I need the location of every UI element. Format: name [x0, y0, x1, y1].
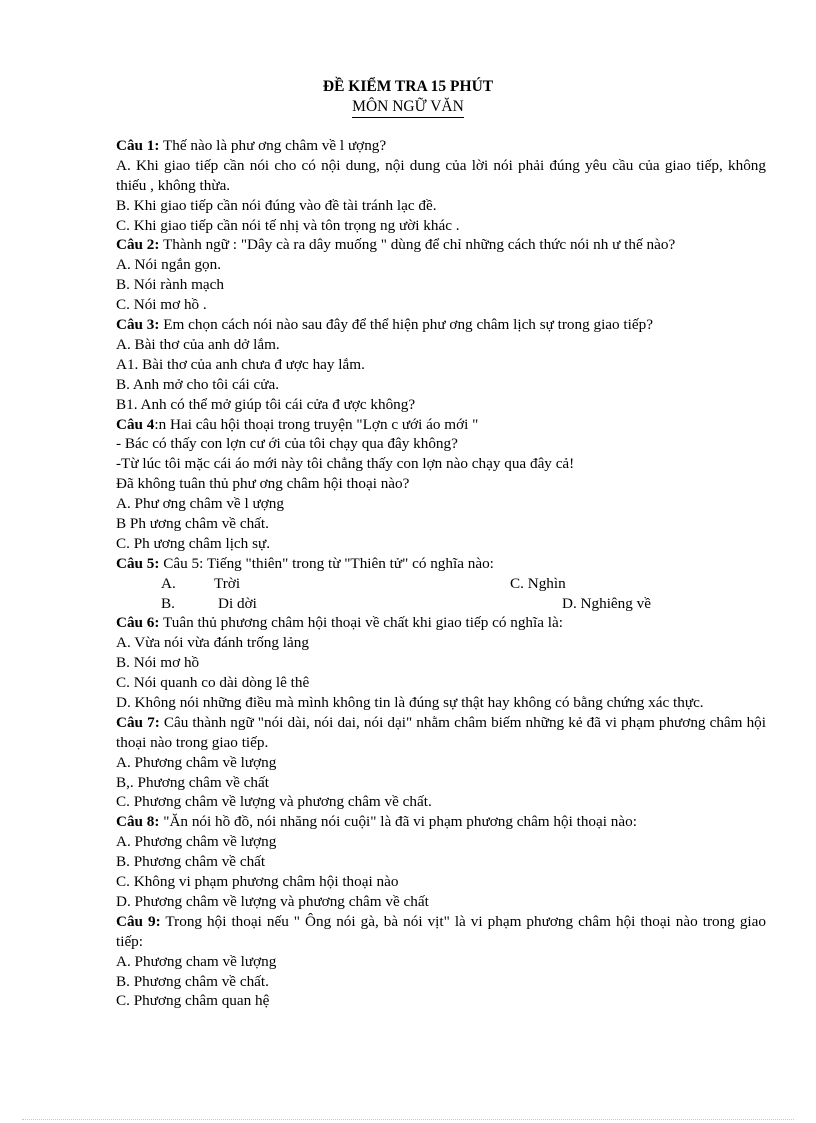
question-8: [116, 812, 766, 832]
question-1: [116, 136, 766, 156]
option-b: B. Khi giao tiếp cần nói đúng vào đề tài tránh lạc đề.: [116, 196, 437, 214]
option-c: C. Khi giao tiếp cần nói tế nhị và tôn trọng ng ười khác .: [116, 216, 460, 234]
option-b: B,. Phương châm về chất: [116, 773, 269, 791]
option-a: A. Phương cham về lượng: [116, 952, 277, 970]
page-title: ĐỀ KIỂM TRA 15 PHÚT: [322, 78, 494, 95]
option-a1: A1. Bài thơ của anh chưa đ ược hay lắm.: [116, 355, 365, 373]
question-label: Câu 8:: [116, 813, 160, 831]
option-a: A. Bài thơ của anh dở lắm.: [116, 335, 280, 353]
dialogue-line-1: - Bác có thấy con lợn cư ới của tôi chạy qua đây không?: [116, 435, 458, 453]
question-label: Câu 5:: [116, 554, 160, 572]
question-text: :n Hai câu hội thoại trong truyện "Lợn c ưới áo mới ": [154, 415, 479, 433]
option-c: C. Nghìn: [510, 574, 566, 592]
option-a-text: Trời: [214, 574, 241, 592]
question-text: Câu thành ngữ "nói dài, nói dai, nói dại" nhằm châm biếm những kẻ đã vi phạm phương châm hội thoại nào trong giao tiếp.: [116, 713, 766, 751]
option-a: A. Vừa nói vừa đánh trống lảng: [116, 634, 309, 652]
question-label: Câu 2:: [116, 236, 160, 254]
question-text: Em chọn cách nói nào sau đây để thể hiện phư ơng châm lịch sự trong giao tiếp?: [159, 316, 653, 334]
option-c: C. Ph ương châm lịch sự.: [116, 534, 271, 552]
option-b: B. Phương châm về chất: [116, 853, 266, 871]
question-2: [116, 235, 766, 255]
option-b-letter: B.: [161, 594, 175, 612]
option-b: B Ph ương châm về chất.: [116, 514, 269, 532]
question-label: Câu 7:: [116, 713, 160, 731]
option-a: A. Phương châm về lượng: [116, 833, 277, 851]
question-4: [116, 415, 766, 435]
question-3: [116, 315, 766, 335]
option-b: B. Anh mở cho tôi cái cửa.: [116, 375, 280, 393]
question-text: Câu 5: Tiếng "thiên" trong từ "Thiên tử" có nghĩa nào:: [159, 554, 494, 572]
question-text: Thành ngữ : "Dây cà ra dây muống " dùng để chỉ những cách thức nói nh ư thế nào?: [159, 236, 676, 254]
exam-body: [116, 136, 766, 1011]
option-a: A. Khi giao tiếp cần nói cho có nội dung, nội dung của lời nói phải đúng yêu cầu của giao tiếp, không thiếu , không thừa.: [116, 156, 766, 194]
question-label: Câu 4: [116, 415, 155, 433]
option-d: D. Nghiêng về: [562, 594, 651, 612]
option-d: D. Không nói những điều mà mình không tin là đúng sự thật hay không có bằng chứng xác thực.: [116, 693, 704, 711]
question-label: Câu 9:: [116, 912, 161, 930]
options-row-1: [116, 574, 766, 594]
option-b-text: Di dời: [218, 594, 257, 612]
question-5: [116, 554, 766, 574]
dialogue-line-2: -Từ lúc tôi mặc cái áo mới này tôi chẳng thấy con lợn nào chạy qua đây cả!: [116, 455, 575, 473]
option-a: A. Phương châm về lượng: [116, 753, 277, 771]
option-b: B. Nói rành mạch: [116, 276, 224, 294]
option-b: B. Nói mơ hồ: [116, 654, 200, 672]
question-text: "Ăn nói hồ đồ, nói nhăng nói cuội" là đã vi phạm phương châm hội thoại nào:: [159, 813, 637, 831]
question-7: [116, 713, 766, 753]
question-text: Tuân thủ phương châm hội thoại về chất khi giao tiếp có nghĩa là:: [159, 614, 563, 632]
option-a: A. Nói ngắn gọn.: [116, 256, 222, 274]
option-c: C. Nói quanh co dài dòng lê thê: [116, 674, 310, 692]
option-d: D. Phương châm về lượng và phương châm về chất: [116, 892, 429, 910]
question-label: Câu 1:: [116, 137, 160, 154]
options-row-2: [116, 594, 766, 614]
page-bottom-border: [22, 1119, 794, 1120]
option-c: C. Phương châm quan hệ: [116, 992, 270, 1010]
option-c: C. Không vi phạm phương châm hội thoại nào: [116, 873, 399, 891]
subtitle-text: MÔN NGỮ VĂN: [352, 98, 464, 118]
option-b: B. Phương châm về chất.: [116, 972, 269, 990]
option-a-letter: A.: [161, 574, 176, 592]
option-c: C. Nói mơ hồ .: [116, 296, 207, 314]
option-c: C. Phương châm về lượng và phương châm về chất.: [116, 793, 432, 811]
option-a: A. Phư ơng châm về l ượng: [116, 495, 284, 513]
question-9: [116, 912, 766, 952]
question-6: [116, 613, 766, 633]
page-subtitle: [0, 97, 816, 117]
question-text: Thế nào là phư ơng châm về l ượng?: [159, 137, 387, 154]
question-label: Câu 3:: [116, 316, 160, 334]
question-prompt: Đã không tuân thủ phư ơng châm hội thoại nào?: [116, 475, 410, 493]
question-text: Trong hội thoại nếu " Ông nói gà, bà nói vịt" là vi phạm phương châm hội thoại nào trong giao tiếp:: [116, 912, 766, 950]
option-b1: B1. Anh có thể mở giúp tôi cái cửa đ ược không?: [116, 395, 416, 413]
question-label: Câu 6:: [116, 614, 160, 632]
